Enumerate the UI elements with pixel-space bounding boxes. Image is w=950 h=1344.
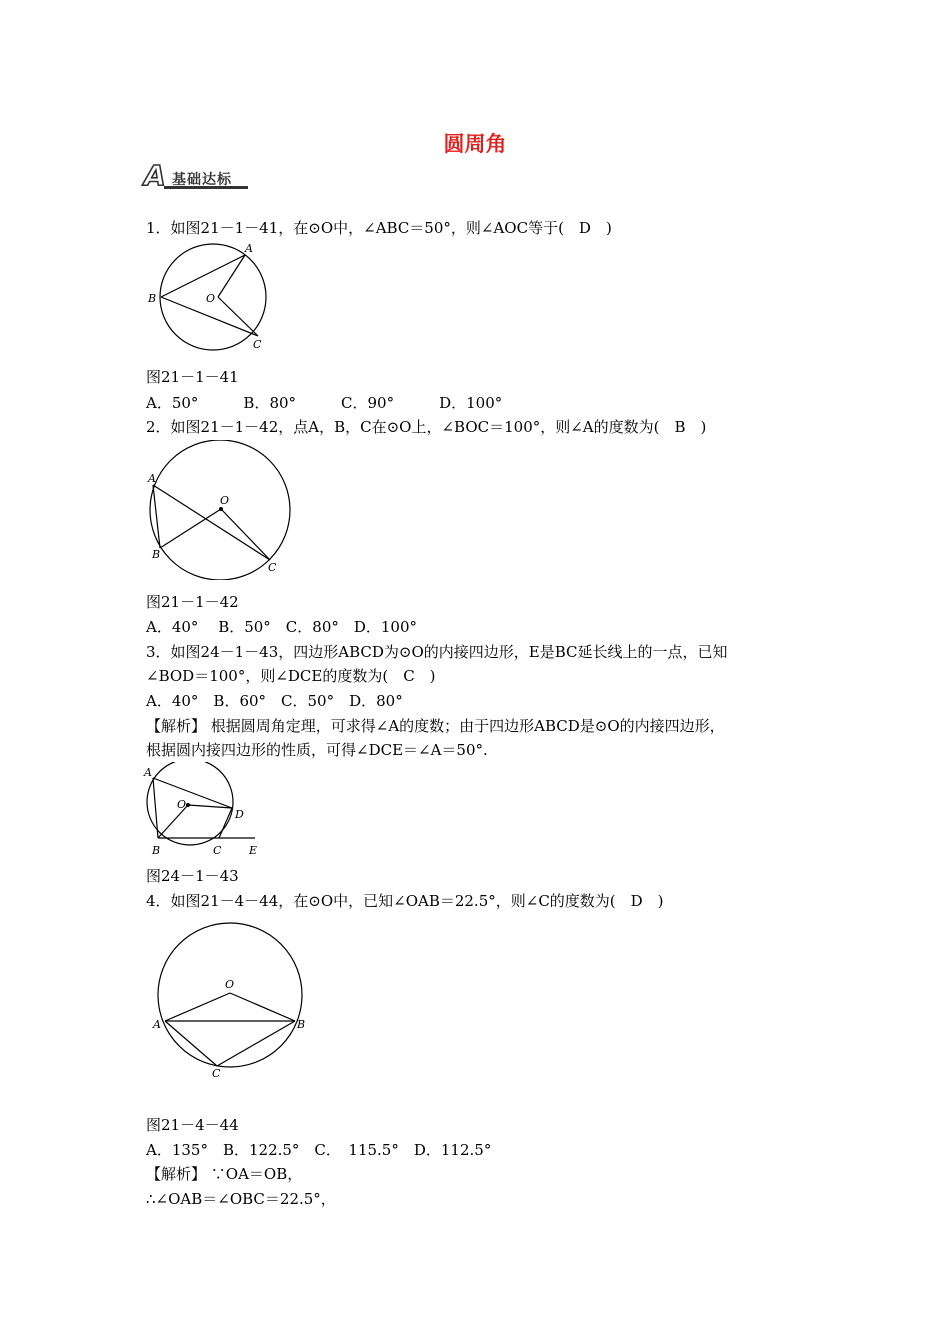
q2-line-bo [160,509,221,548]
q4-point-b: B [297,1018,306,1031]
q4-line-ob [230,993,295,1021]
q4-analysis-line1: 【解析】 ∵OA＝OB， [146,1165,303,1183]
q3-point-b: B [152,844,161,857]
q4-analysis-line2: ∴∠OAB＝∠OBC＝22.5°， [146,1190,336,1208]
q4-line-ac [165,1021,217,1066]
q4-point-a: A [153,1018,161,1031]
q1-figure [140,240,280,355]
q1-options: A．50° B．80° C．90° D．100° [146,394,503,412]
q2-figure [140,440,300,580]
q1-line-oc [218,297,258,336]
q4-figure [145,915,315,1080]
q3-line-ab [153,778,158,838]
q3-figure-label: 图24－1－43 [146,867,239,885]
q3-point-e: E [249,844,258,857]
q2-point-o: O [220,494,230,507]
q2-center-dot [219,507,223,511]
q4-line-ao [165,993,230,1021]
q1-point-a: A [245,242,253,255]
q4-figure-label: 图21－4－44 [146,1116,239,1134]
badge-label: 基础达标 [172,172,232,188]
q4-stem: 4．如图21－4－44，在⊙O中，已知∠OAB＝22.5°，则∠C的度数为( D ) [146,892,664,910]
q3-stem-line2: ∠BOD＝100°，则∠DCE的度数为( C ) [146,667,436,685]
q4-point-c: C [212,1067,221,1080]
q2-line-ac [153,485,270,560]
q1-stem: 1．如图21－1－41，在⊙O中，∠ABC＝50°，则∠AOC等于( D ) [146,219,612,237]
q4-point-o: O [225,978,235,991]
page-title: 圆周角 [443,132,507,156]
badge-bar [164,169,248,189]
q1-point-c: C [253,338,262,351]
q2-figure-label: 图21－1－42 [146,593,239,611]
q3-analysis-line1: 【解析】 根据圆周角定理，可求得∠A的度数；由于四边形ABCD是⊙O的内接四边形， [146,717,725,735]
q2-point-a: A [148,472,156,485]
q2-stem: 2．如图21－1－42，点A，B，C在⊙O上，∠BOC＝100°，则∠A的度数为( B ) [146,418,707,436]
section-badge [142,159,252,192]
q4-options: A．135° B．122.5° C． 115.5° D．112.5° [146,1141,492,1159]
q2-point-c: C [268,561,277,574]
q3-center-dot [186,803,190,807]
badge-letter: A [144,159,166,192]
q3-point-d: D [235,808,244,821]
q1-point-o: O [206,292,216,305]
q2-options: A．40° B．50° C．80° D．100° [146,618,418,636]
q3-analysis-line2: 根据圆内接四边形的性质，可得∠DCE＝∠A＝50°. [146,741,488,759]
q3-line-dc [219,808,232,838]
q3-point-o: O [177,798,187,811]
q1-figure-label: 图21－1－41 [146,368,239,386]
q2-line-oc [221,509,270,560]
q3-options: A．40° B．60° C．50° D．80° [146,692,403,710]
q3-figure [140,762,265,858]
q3-line-ad [153,778,232,808]
q4-circle [158,923,302,1067]
q2-point-b: B [152,548,161,561]
q3-point-a: A [144,766,152,779]
q3-point-c: C [213,844,222,857]
q1-point-b: B [148,292,157,305]
q3-stem-line1: 3．如图24－1－43，四边形ABCD为⊙O的内接四边形，E是BC延长线上的一点，已知 [146,643,728,661]
